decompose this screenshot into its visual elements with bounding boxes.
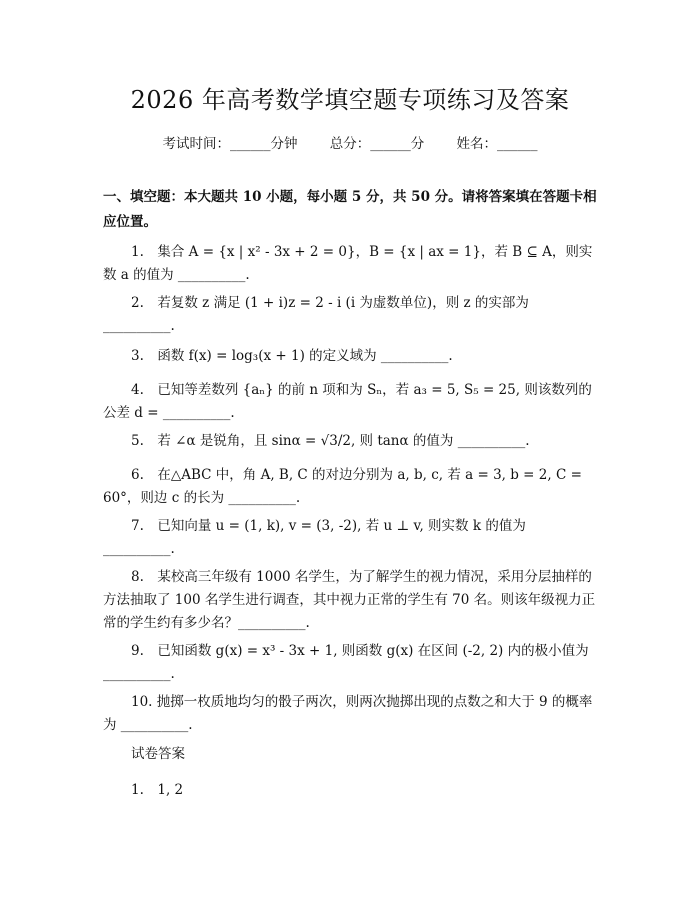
answers-title: 试卷答案 bbox=[131, 746, 185, 762]
question-4: 4. 已知等差数列 {aₙ} 的前 n 项和为 Sₙ，若 a₃ = 5, S₅ = 25, 则该数列的公差 d = __________. bbox=[103, 382, 592, 421]
question-6: 6. 在△ABC 中，角 A, B, C 的对边分别为 a, b, c, 若 a = 3, b = 2, C = 60°，则边 c 的长为 __________. bbox=[103, 467, 582, 506]
section-heading: 一、填空题：本大题共 10 小题，每小题 5 分，共 50 分。请将答案填在答题卡相应位置。 bbox=[103, 189, 597, 230]
exam-time-field: 考试时间：______分钟 bbox=[162, 136, 298, 152]
question-8: 8. 某校高三年级有 1000 名学生，为了解学生的视力情况，采用分层抽样的方法抽取了 100 名学生进行调查，其中视力正常的学生有 70 名。则该年级视力正常的学生约有多少名？__________. bbox=[103, 569, 596, 631]
answer-1: 1. 1, 2 bbox=[131, 782, 184, 798]
exam-info bbox=[0, 132, 700, 152]
question-10: 10. 抛掷一枚质地均匀的骰子两次，则两次抛掷出现的点数之和大于 9 的概率为 __________. bbox=[103, 694, 593, 733]
student-name-field: 姓名：______ bbox=[456, 136, 538, 152]
question-7: 7. 已知向量 u = (1, k), v = (3, -2), 若 u ⊥ v, 则实数 k 的值为 __________. bbox=[103, 518, 526, 557]
question-5: 5. 若 ∠α 是锐角，且 sinα = √3/2, 则 tanα 的值为 __________. bbox=[131, 433, 530, 449]
question-3: 3. 函数 f(x) = log₃(x + 1) 的定义域为 __________. bbox=[131, 348, 453, 364]
question-1: 1. 集合 A = {x | x² - 3x + 2 = 0}，B = {x | ax = 1}，若 B ⊆ A，则实数 a 的值为 __________. bbox=[103, 244, 593, 283]
question-2: 2. 若复数 z 满足 (1 + i)z = 2 - i (i 为虚数单位)，则 z 的实部为 __________. bbox=[103, 295, 529, 334]
question-9: 9. 已知函数 g(x) = x³ - 3x + 1, 则函数 g(x) 在区间 (-2, 2) 内的极小值为 __________. bbox=[103, 643, 589, 682]
total-score-field: 总分：______分 bbox=[329, 136, 425, 152]
page-title: 2026 年高考数学填空题专项练习及答案 bbox=[130, 86, 570, 114]
